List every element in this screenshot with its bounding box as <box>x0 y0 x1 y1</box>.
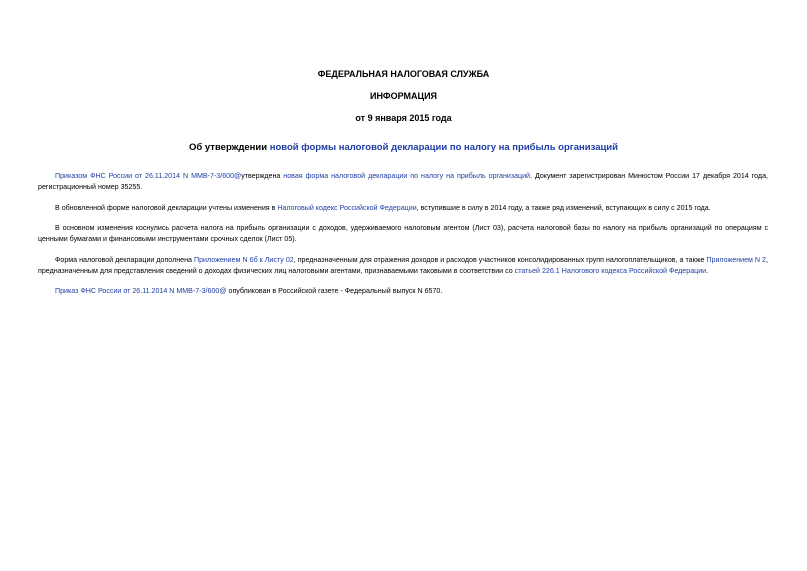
paragraph-order-approval <box>38 171 768 192</box>
appendix-2-link[interactable]: Приложением N 2 <box>706 256 767 264</box>
document-date: от 9 января 2015 года <box>355 113 452 123</box>
paragraph-main-changes <box>38 223 768 244</box>
paragraph-text: опубликован в Российской газете - Федеральный выпуск N 6570. <box>226 287 443 295</box>
paragraph-text: , предназначенным для представления сведений о доходах физических лиц налоговыми агентами, признаваемыми таковыми в соответствии со <box>38 256 768 275</box>
paragraph-text: Форма налоговой декларации дополнена <box>55 256 194 264</box>
paragraph-tax-code-changes <box>38 203 768 214</box>
document-type: ИНФОРМАЦИЯ <box>369 91 438 101</box>
paragraph-publication <box>38 286 768 297</box>
order-link[interactable]: Приказом ФНС России от 26.11.2014 N ММВ-7-3/600@ <box>55 172 242 180</box>
agency-title: ФЕДЕРАЛЬНАЯ НАЛОГОВАЯ СЛУЖБА <box>317 69 490 79</box>
paragraph-text: . <box>706 266 709 275</box>
tax-code-link[interactable]: Налоговый кодекс Российской Федерации <box>277 204 417 212</box>
article-226-1-link[interactable]: статьей 226.1 Налогового кодекса Российской Федерации <box>514 266 707 275</box>
new-form-link[interactable]: новая форма налоговой декларации по налогу на прибыль организаций <box>283 172 531 180</box>
paragraph-text: , предназначенным для отражения доходов и расходов участников консолидированных групп налогоплательщиков, а также <box>293 256 707 264</box>
paragraph-text: . Документ зарегистрирован Минюстом России 17 декабря 2014 года, регистрационный номер 35255. <box>38 172 768 191</box>
paragraph-text: В основном изменения коснулись расчета налога на прибыль организации с доходов, удерживаемого налоговым агентом (Лист 03), расчета налоговой базы по налогу на прибыль организаций по операциям с ценными бумагами и финансовыми инструментами срочных сделок (Лист 05). <box>38 224 768 243</box>
document-subject <box>0 142 807 154</box>
order-publication-link[interactable]: Приказ ФНС России от 26.11.2014 N ММВ-7-3/600@ <box>55 287 227 295</box>
subject-prefix: Об утверждении <box>189 142 270 153</box>
paragraph-text: утверждена <box>241 172 284 180</box>
paragraph-text: , вступившие в силу в 2014 году, а также ряд изменений, вступающих в силу с 2015 года. <box>416 204 711 212</box>
paragraph-form-appendices <box>38 255 768 276</box>
appendix-6b-link[interactable]: Приложением N 6б к Листу 02 <box>193 256 294 264</box>
paragraph-text: В обновленной форме налоговой декларации учтены изменения в <box>55 204 278 212</box>
subject-link[interactable]: новой формы налоговой декларации по налогу на прибыль организаций <box>269 142 618 153</box>
